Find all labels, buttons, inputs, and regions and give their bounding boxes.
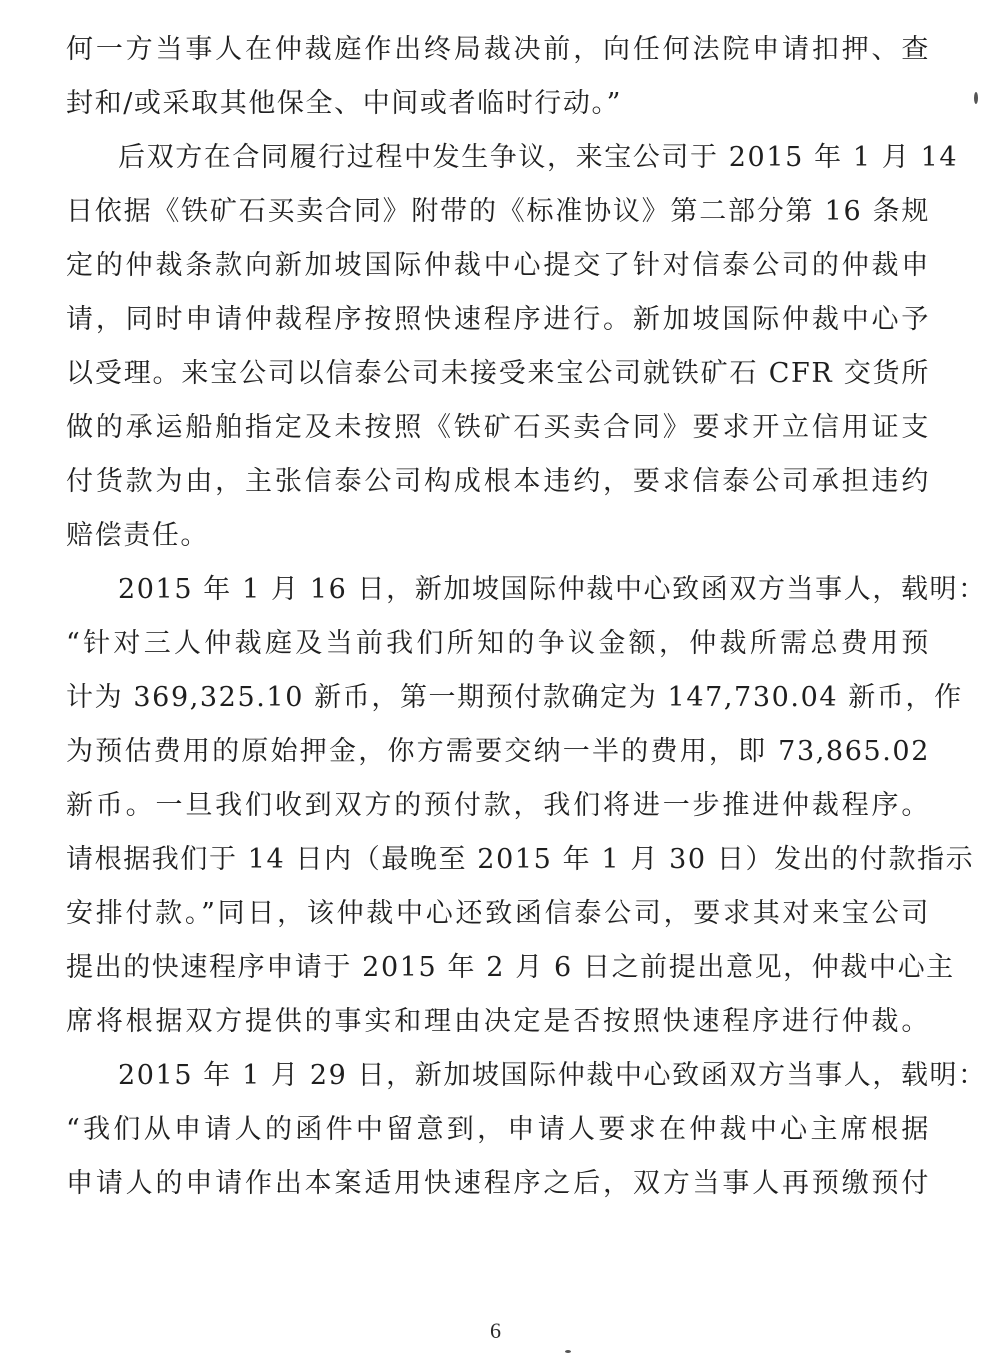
text-line: 席将根据双方提供的事实和理由决定是否按照快速程序进行仲裁。 bbox=[66, 1006, 930, 1037]
text-line: 请根据我们于 14 日内（最晚至 2015 年 1 月 30 日）发出的付款指示 bbox=[66, 844, 975, 875]
text-line: 封和/或采取其他保全、中间或者临时行动。” bbox=[66, 88, 622, 119]
text-line: 2015 年 1 月 16 日，新加坡国际仲裁中心致函双方当事人，载明： bbox=[118, 574, 987, 605]
text-line: 提出的快速程序申请于 2015 年 2 月 6 日之前提出意见，仲裁中心主 bbox=[66, 952, 955, 983]
text-line: “针对三人仲裁庭及当前我们所知的争议金额，仲裁所需总费用预 bbox=[66, 628, 930, 659]
scan-speck-mark bbox=[974, 92, 978, 104]
page-number: 6 bbox=[490, 1318, 501, 1343]
text-line: 何一方当事人在仲裁庭作出终局裁决前，向任何法院申请扣押、查 bbox=[66, 34, 930, 65]
text-line: 计为 369,325.10 新币，第一期预付款确定为 147,730.04 新币，作 bbox=[66, 682, 963, 713]
text-line: “我们从申请人的函件中留意到，申请人要求在仲裁中心主席根据 bbox=[66, 1114, 930, 1145]
text-line: 2015 年 1 月 29 日，新加坡国际仲裁中心致函双方当事人，载明： bbox=[118, 1060, 987, 1091]
text-line: 日依据《铁矿石买卖合同》附带的《标准协议》第二部分第 16 条规 bbox=[66, 196, 930, 227]
text-line: 付货款为由，主张信泰公司构成根本违约，要求信泰公司承担违约 bbox=[66, 466, 930, 497]
text-line: 申请人的申请作出本案适用快速程序之后，双方当事人再预缴预付 bbox=[66, 1168, 930, 1199]
text-line: 定的仲裁条款向新加坡国际仲裁中心提交了针对信泰公司的仲裁申 bbox=[66, 250, 930, 281]
text-line: 为预估费用的原始押金，你方需要交纳一半的费用，即 73,865.02 bbox=[66, 736, 930, 767]
text-line: 以受理。来宝公司以信泰公司未接受来宝公司就铁矿石 CFR 交货所 bbox=[66, 358, 930, 389]
text-line: 做的承运船舶指定及未按照《铁矿石买卖合同》要求开立信用证支 bbox=[66, 412, 930, 443]
text-line: 新币。一旦我们收到双方的预付款，我们将进一步推进仲裁程序。 bbox=[66, 790, 930, 821]
text-line: 安排付款。”同日，该仲裁中心还致函信泰公司，要求其对来宝公司 bbox=[66, 898, 930, 929]
text-line: 赔偿责任。 bbox=[66, 520, 209, 551]
text-line: 后双方在合同履行过程中发生争议，来宝公司于 2015 年 1 月 14 bbox=[118, 142, 959, 173]
text-line: 请，同时申请仲裁程序按照快速程序进行。新加坡国际仲裁中心予 bbox=[66, 304, 930, 335]
scan-speck-mark bbox=[565, 1350, 571, 1353]
